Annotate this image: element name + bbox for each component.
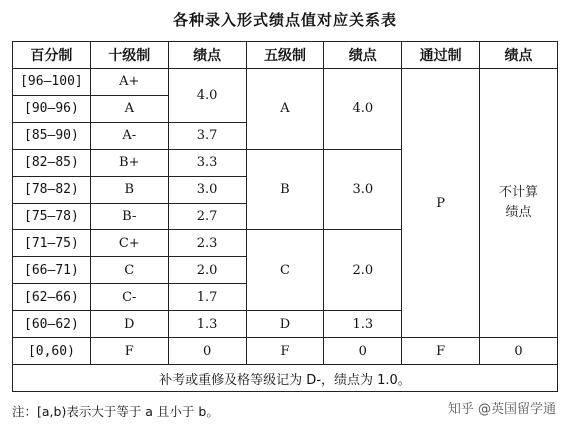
pass-level-cell: F bbox=[402, 338, 480, 365]
percent-cell: [62—66) bbox=[13, 284, 91, 311]
pass-gpa-cell bbox=[480, 68, 558, 337]
header-five-gpa: 绩点 bbox=[324, 42, 402, 69]
ten-gpa-cell: 3.3 bbox=[168, 149, 246, 176]
ten-level-cell: C bbox=[90, 257, 168, 284]
pass-level-cell: P bbox=[402, 68, 480, 337]
percent-cell: [78—82) bbox=[13, 176, 91, 203]
table-row bbox=[13, 338, 558, 365]
pass-gpa-cell: 0 bbox=[480, 338, 558, 365]
ten-level-cell: A- bbox=[90, 122, 168, 149]
table-row bbox=[13, 68, 558, 95]
percent-cell: [75—78) bbox=[13, 203, 91, 230]
makeup-exam-note: 补考或重修及格等级记为 D-，绩点为 1.0。 bbox=[13, 365, 558, 392]
ten-gpa-cell: 2.7 bbox=[168, 203, 246, 230]
table-header-row bbox=[13, 42, 558, 69]
percent-cell: [85—90) bbox=[13, 122, 91, 149]
five-gpa-cell: 2.0 bbox=[324, 230, 402, 311]
interval-note: 注：[a,b)表示大于等于 a 且小于 b。 bbox=[12, 404, 219, 419]
five-gpa-cell: 0 bbox=[324, 338, 402, 365]
gpa-conversion-table bbox=[12, 41, 558, 392]
ten-gpa-cell: 3.0 bbox=[168, 176, 246, 203]
header-pass-gpa: 绩点 bbox=[480, 42, 558, 69]
five-gpa-cell: 4.0 bbox=[324, 68, 402, 149]
percent-cell: [71—75) bbox=[13, 230, 91, 257]
ten-level-cell: A+ bbox=[90, 68, 168, 95]
five-level-cell: A bbox=[246, 68, 324, 149]
ten-gpa-cell: 2.3 bbox=[168, 230, 246, 257]
percent-cell: [60—62) bbox=[13, 311, 91, 338]
ten-gpa-cell: 1.7 bbox=[168, 284, 246, 311]
percent-cell: [90—96) bbox=[13, 95, 91, 122]
ten-gpa-cell: 2.0 bbox=[168, 257, 246, 284]
ten-level-cell: D bbox=[90, 311, 168, 338]
ten-gpa-cell: 0 bbox=[168, 338, 246, 365]
ten-level-cell: C+ bbox=[90, 230, 168, 257]
ten-level-cell: A bbox=[90, 95, 168, 122]
header-ten-level: 十级制 bbox=[90, 42, 168, 69]
percent-cell: [82—85) bbox=[13, 149, 91, 176]
five-level-cell: C bbox=[246, 230, 324, 311]
header-percent: 百分制 bbox=[13, 42, 91, 69]
ten-level-cell: B+ bbox=[90, 149, 168, 176]
header-ten-gpa: 绩点 bbox=[168, 42, 246, 69]
table-footer-row bbox=[13, 365, 558, 392]
table-title: 各种录入形式绩点值对应关系表 bbox=[172, 11, 397, 29]
five-gpa-cell: 3.0 bbox=[324, 149, 402, 230]
five-level-cell: B bbox=[246, 149, 324, 230]
ten-level-cell: C- bbox=[90, 284, 168, 311]
percent-cell: [0,60) bbox=[13, 338, 91, 365]
ten-gpa-cell: 3.7 bbox=[168, 122, 246, 149]
percent-cell: [96—100] bbox=[13, 68, 91, 95]
ten-gpa-cell: 4.0 bbox=[168, 68, 246, 122]
header-five-level: 五级制 bbox=[246, 42, 324, 69]
watermark: 知乎 @英国留学通 bbox=[447, 402, 556, 417]
ten-level-cell: B- bbox=[90, 203, 168, 230]
five-gpa-cell: 1.3 bbox=[324, 311, 402, 338]
pass-gpa-line-1: 不计算 bbox=[499, 185, 539, 201]
five-level-cell: D bbox=[246, 311, 324, 338]
five-level-cell: F bbox=[246, 338, 324, 365]
percent-cell: [66—71) bbox=[13, 257, 91, 284]
ten-level-cell: F bbox=[90, 338, 168, 365]
ten-gpa-cell: 1.3 bbox=[168, 311, 246, 338]
pass-gpa-line-2: 绩点 bbox=[505, 205, 532, 221]
header-pass-level: 通过制 bbox=[402, 42, 480, 69]
ten-level-cell: B bbox=[90, 176, 168, 203]
